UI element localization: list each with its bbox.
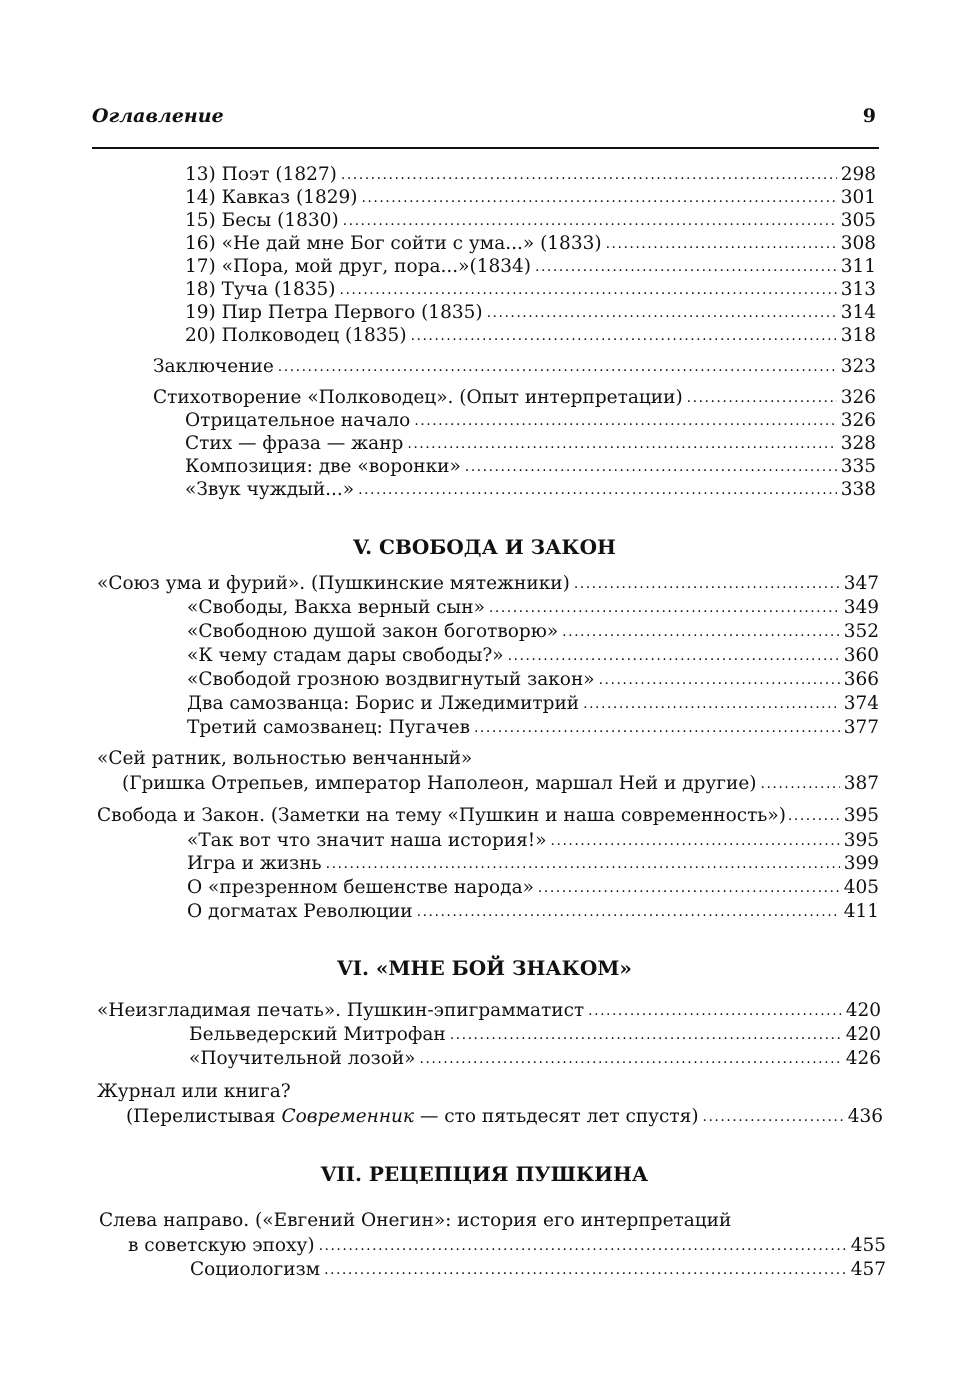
leader-dots [535, 256, 837, 279]
toc-entry-title: 17) «Пора, мой друг, пора...»(1834) [185, 256, 531, 277]
leader-dots [508, 645, 840, 668]
toc-entry-page: 335 [840, 456, 876, 477]
toc-entry-title: «Свободы, Вакха верный сын» [187, 597, 485, 618]
toc-entry [189, 1023, 881, 1048]
leader-dots [417, 901, 840, 924]
toc-entry [97, 572, 879, 597]
toc-entry-title: 14) Кавказ (1829) [185, 187, 358, 208]
toc-entry-title: Игра и жизнь [187, 853, 322, 874]
toc-entry-page: 305 [840, 210, 876, 231]
toc-entry-page: 323 [840, 356, 876, 377]
toc-entry-title: Два самозванца: Борис и Лжедимитрий [187, 693, 580, 714]
leader-dots [465, 456, 837, 479]
toc-entry [190, 1258, 886, 1283]
leader-dots [319, 1235, 847, 1258]
toc-entry-title: 20) Полководец (1835) [185, 325, 407, 346]
toc-entry [187, 852, 879, 877]
running-header [92, 105, 876, 135]
toc-entry-title: 13) Поэт (1827) [185, 164, 337, 185]
leader-dots [324, 1259, 847, 1282]
toc-entry-title: Свобода и Закон. (Заметки на тему «Пушкин и наша современность») [97, 805, 786, 826]
toc-entry-title: «Союз ума и фурий». (Пушкинские мятежники) [97, 573, 570, 594]
toc-entry-page: 457 [850, 1259, 886, 1280]
toc-entry-page: 326 [840, 410, 876, 431]
page-number: 9 [862, 105, 876, 127]
toc-entry [187, 692, 879, 717]
toc-entry [187, 668, 879, 693]
toc-entry-title: Журнал или книга? [97, 1081, 291, 1102]
toc-entry-page: 395 [843, 830, 879, 851]
toc-entry-page: 352 [843, 621, 879, 642]
leader-dots [583, 693, 840, 716]
toc-entry [153, 386, 876, 411]
toc-entry [97, 804, 879, 829]
toc-entry-page: 377 [843, 717, 879, 738]
leader-dots [574, 573, 840, 596]
leader-dots [340, 279, 837, 302]
toc-entry-title: Бельведерский Митрофан [189, 1024, 446, 1045]
toc-entry [187, 900, 879, 925]
toc-entry-page: 311 [840, 256, 876, 277]
toc-entry-page: 298 [840, 164, 876, 185]
toc-entry [187, 829, 879, 854]
toc-entry-page: 328 [840, 433, 876, 454]
leader-dots [703, 1106, 844, 1129]
toc-entry-page: 387 [843, 773, 879, 794]
toc-entry [185, 186, 876, 211]
toc-entry [185, 255, 876, 280]
toc-entry [187, 596, 879, 621]
toc-entry-page: 313 [840, 279, 876, 300]
toc-entry-title: Заключение [153, 356, 274, 377]
toc-entry-title: «Так вот что значит наша история!» [187, 830, 547, 851]
toc-entry [185, 232, 876, 257]
leader-dots [474, 717, 840, 740]
leader-dots [450, 1024, 842, 1047]
toc-entry-page: 360 [843, 645, 879, 666]
leader-dots [420, 1048, 842, 1071]
toc-entry [97, 999, 881, 1024]
toc-entry-page: 308 [840, 233, 876, 254]
leader-dots [606, 233, 837, 256]
toc-entry [185, 455, 876, 480]
toc-entry-title: Третий самозванец: Пугачев [187, 717, 470, 738]
toc-entry-page: 326 [840, 387, 876, 408]
toc-entry-page: 349 [843, 597, 879, 618]
toc-entry-page: 426 [845, 1048, 881, 1069]
toc-entry-page: 399 [843, 853, 879, 874]
toc-entry-page: 455 [850, 1235, 886, 1256]
toc-entry [189, 1047, 881, 1072]
toc-entry-title: «Поучительной лозой» [189, 1048, 416, 1069]
toc-entry-page: 420 [845, 1000, 881, 1021]
subtitle-part: (Перелистывая [126, 1106, 282, 1127]
subtitle-part: — сто пятьдесят лет спустя) [413, 1106, 699, 1127]
toc-entry [187, 644, 879, 669]
leader-dots [411, 325, 837, 348]
toc-entry-title: «Свободною душой закон боготворю» [187, 621, 559, 642]
toc-entry [185, 324, 876, 349]
leader-dots [562, 621, 840, 644]
leader-dots [358, 479, 837, 502]
toc-entry-page: 405 [843, 877, 879, 898]
toc-entry-page: 314 [840, 302, 876, 323]
toc-entry [185, 409, 876, 434]
leader-dots [407, 433, 836, 456]
toc-entry [185, 209, 876, 234]
toc-entry-page: 338 [840, 479, 876, 500]
toc-entry [187, 716, 879, 741]
leader-dots [687, 387, 837, 410]
toc-entry-title: «Свободой грозною воздвигнутый закон» [187, 669, 595, 690]
journal-name: Современник [281, 1106, 414, 1127]
toc-entry-title: Отрицательное начало [185, 410, 411, 431]
toc-entry-title: 16) «Не дай мне Бог сойти с ума...» (1833) [185, 233, 602, 254]
leader-dots [551, 830, 840, 853]
toc-entry-title: О «презренном бешенстве народа» [187, 877, 534, 898]
toc-entry [122, 772, 879, 797]
leader-dots [487, 302, 837, 325]
toc-entry [187, 620, 879, 645]
toc-entry [126, 1105, 883, 1130]
toc-entry-title: 18) Туча (1835) [185, 279, 336, 300]
toc-entry-page: 420 [845, 1024, 881, 1045]
toc-entry [153, 355, 876, 380]
section-heading: VI. «МНЕ БОЙ ЗНАКОМ» [337, 956, 632, 980]
running-title: Оглавление [92, 105, 224, 127]
toc-entry [185, 301, 876, 326]
toc-entry-subtitle: (Гришка Отрепьев, император Наполеон, маршал Ней и другие) [122, 773, 757, 794]
toc-entry-page: 366 [843, 669, 879, 690]
toc-entry-page: 347 [843, 573, 879, 594]
toc-entry [185, 163, 876, 188]
toc-entry-title: Стих — фраза — жанр [185, 433, 404, 454]
toc-entry-title: Социологизм [190, 1259, 321, 1280]
header-rule [92, 147, 879, 149]
leader-dots [278, 356, 837, 379]
toc-entry-page: 436 [847, 1106, 883, 1127]
toc-entry [185, 432, 876, 457]
leader-dots [761, 773, 840, 796]
toc-entry-title: 19) Пир Петра Первого (1835) [185, 302, 483, 323]
leader-dots [538, 877, 840, 900]
toc-entry-title: Композиция: две «воронки» [185, 456, 461, 477]
toc-entry [187, 876, 879, 901]
toc-entry-title: Слева направо. («Евгений Онегин»: история его интерпретаций [99, 1210, 732, 1231]
section-heading: V. СВОБОДА И ЗАКОН [353, 535, 616, 559]
toc-entry-title: 15) Бесы (1830) [185, 210, 339, 231]
toc-entry-title: «Звук чуждый...» [185, 479, 355, 500]
toc-entry-title: «Неизгладимая печать». Пушкин-эпиграмматист [97, 1000, 585, 1021]
toc-entry [185, 478, 876, 503]
toc-entry-page: 301 [840, 187, 876, 208]
toc-entry-title: «К чему стадам дары свободы?» [187, 645, 504, 666]
leader-dots [414, 410, 836, 433]
leader-dots [588, 1000, 842, 1023]
toc-entry-title: «Сей ратник, вольностью венчанный» [97, 748, 473, 769]
toc-entry-title: Стихотворение «Полководец». (Опыт интерпретации) [153, 387, 683, 408]
toc-entry [128, 1234, 886, 1259]
toc-entry-title: О догматах Революции [187, 901, 413, 922]
leader-dots [343, 210, 837, 233]
toc-entry [185, 278, 876, 303]
toc-entry-page: 411 [843, 901, 879, 922]
leader-dots [326, 853, 840, 876]
toc-entry-page: 395 [843, 805, 879, 826]
leader-dots [788, 805, 842, 828]
leader-dots [489, 597, 840, 620]
toc-entry-page: 318 [840, 325, 876, 346]
leader-dots [361, 187, 836, 210]
leader-dots [341, 164, 837, 187]
toc-entry-subtitle: в советскую эпоху) [128, 1235, 315, 1256]
section-heading: VII. РЕЦЕПЦИЯ ПУШКИНА [320, 1162, 649, 1186]
toc-entry-page: 374 [843, 693, 879, 714]
toc-entry-subtitle [126, 1105, 699, 1128]
leader-dots [599, 669, 840, 692]
